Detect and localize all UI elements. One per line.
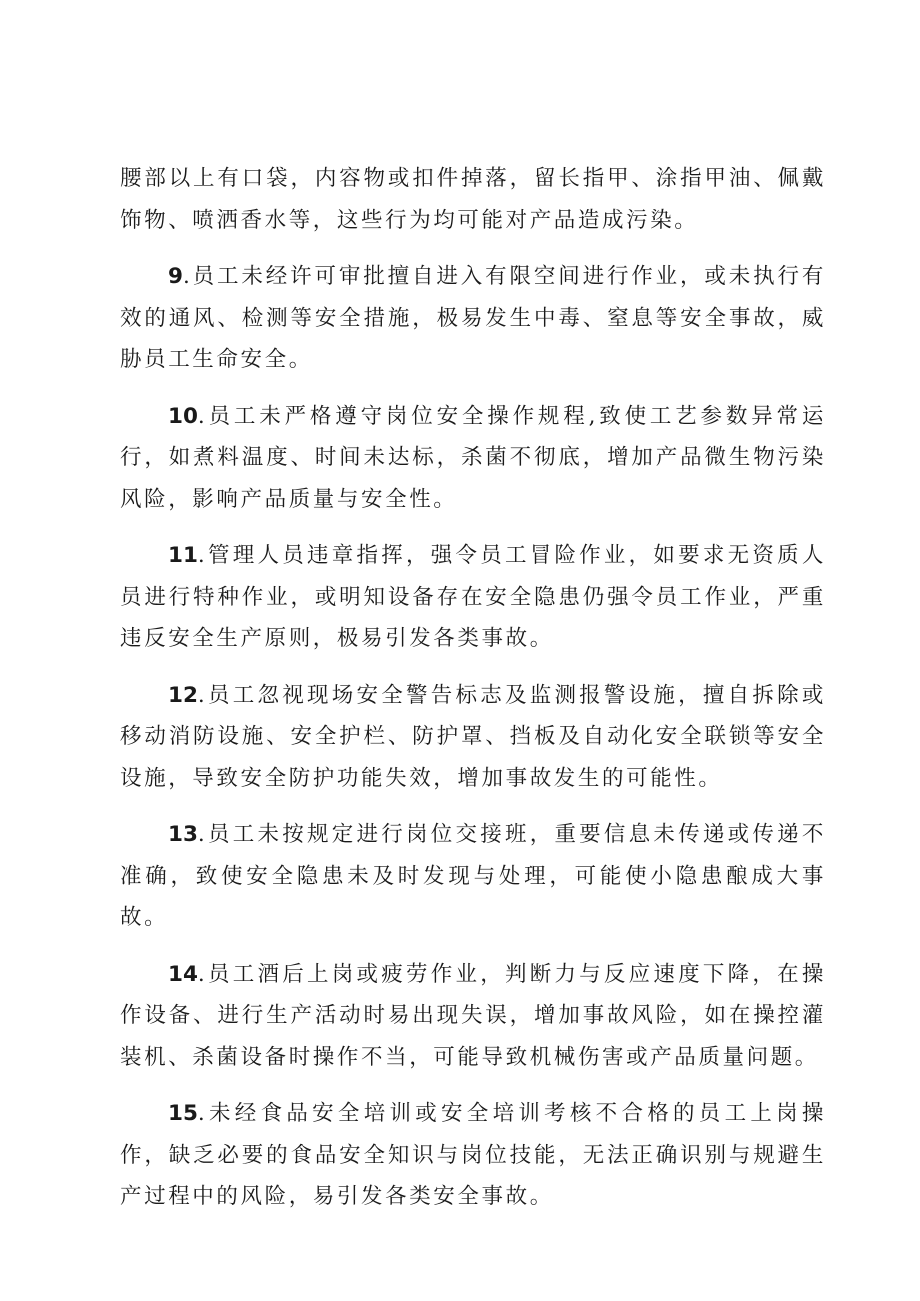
item-number: 12 bbox=[168, 682, 198, 708]
paragraph-text: .管理人员违章指挥，强令员工冒险作业，如要求无资质人员进行特种作业，或明知设备存在安全隐患仍强令员工作业，严重违反安全生产原则，极易引发各类事故。 bbox=[120, 543, 826, 651]
paragraph-item-15 bbox=[120, 1093, 826, 1218]
paragraph-text: .员工未按规定进行岗位交接班，重要信息未传递或传递不准确，致使安全隐患未及时发现与处理，可能使小隐患酿成大事故。 bbox=[120, 822, 826, 930]
item-number: 15 bbox=[168, 1101, 198, 1126]
item-number: 9 bbox=[168, 264, 183, 289]
item-number: 14 bbox=[168, 961, 198, 987]
paragraph-item-14 bbox=[120, 954, 826, 1079]
document-body bbox=[120, 158, 826, 1233]
paragraph-item-11 bbox=[120, 535, 826, 660]
paragraph-continued bbox=[120, 158, 826, 241]
paragraph-item-12 bbox=[120, 675, 826, 800]
paragraph-text: .未经食品安全培训或安全培训考核不合格的员工上岗操作，缺乏必要的食品安全知识与岗位技能，无法正确识别与规避生产过程中的风险，易引发各类安全事故。 bbox=[120, 1101, 826, 1209]
paragraph-item-13 bbox=[120, 814, 826, 939]
paragraph-text: 腰部以上有口袋，内容物或扣件掉落，留长指甲、涂指甲油、佩戴饰物、喷洒香水等，这些行为均可能对产品造成污染。 bbox=[120, 166, 826, 233]
paragraph-text: .员工未严格遵守岗位安全操作规程,致使工艺参数异常运行，如煮料温度、时间未达标，杀菌不彻底，增加产品微生物污染风险，影响产品质量与安全性。 bbox=[120, 403, 826, 512]
item-number: 13 bbox=[168, 822, 198, 847]
paragraph-text: .员工酒后上岗或疲劳作业，判断力与反应速度下降，在操作设备、进行生产活动时易出现失误，增加事故风险，如在操控灌装机、杀菌设备时操作不当，可能导致机械伤害或产品质量问题。 bbox=[120, 961, 826, 1070]
paragraph-item-10 bbox=[120, 396, 826, 521]
item-number: 10 bbox=[168, 403, 198, 429]
paragraph-item-9 bbox=[120, 256, 826, 381]
paragraph-text: .员工未经许可审批擅自进入有限空间进行作业，或未执行有效的通风、检测等安全措施，极易发生中毒、窒息等安全事故，威胁员工生命安全。 bbox=[120, 264, 826, 372]
item-number: 11 bbox=[168, 543, 198, 568]
paragraph-text: .员工忽视现场安全警告标志及监测报警设施，擅自拆除或移动消防设施、安全护栏、防护罩、挡板及自动化安全联锁等安全设施，导致安全防护功能失效，增加事故发生的可能性。 bbox=[120, 682, 826, 791]
